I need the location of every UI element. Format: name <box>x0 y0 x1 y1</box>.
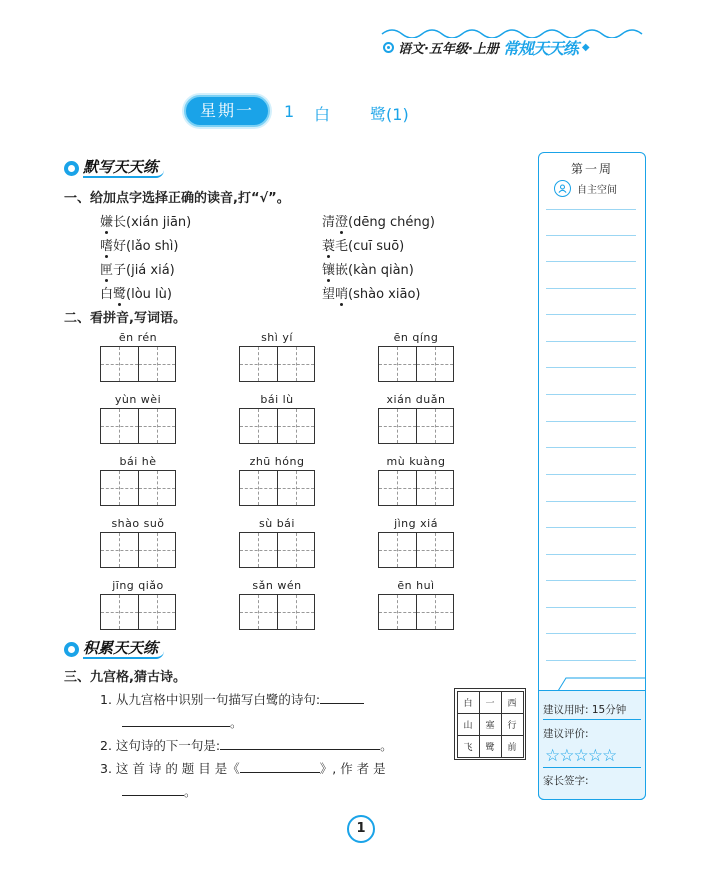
pinyin-label: bái hè <box>119 455 157 468</box>
writing-grid[interactable] <box>239 346 315 382</box>
series-circle-icon <box>383 42 394 53</box>
pinyin-label: jìng xiá <box>394 517 438 530</box>
series-header <box>383 36 590 59</box>
note-line <box>546 261 636 262</box>
page-number: 1 <box>347 815 375 843</box>
pinyin-label: sǎn wén <box>252 579 302 592</box>
lesson-title-b: 鹭(1) <box>370 105 409 124</box>
grid-char: 一 <box>479 691 502 714</box>
writing-grid[interactable] <box>239 408 315 444</box>
pinyin-choice-item[interactable]: 清澄(dēng chéng) <box>322 211 435 230</box>
writing-grid[interactable] <box>100 594 176 630</box>
self-space-header <box>554 180 617 197</box>
note-line <box>546 580 636 581</box>
pinyin-label: jīng qiǎo <box>112 579 164 592</box>
pinyin-choice-item[interactable]: 白鹭(lòu lù) <box>100 283 172 302</box>
suggested-evaluation: 建议评价: <box>543 728 589 740</box>
note-line <box>546 607 636 608</box>
question-2-prompt: 二、看拼音,写词语。 <box>64 311 186 326</box>
series-label: 语文·五年级·上册 <box>398 42 499 57</box>
answer-blank[interactable] <box>220 736 380 750</box>
day-badge: 星期一 <box>184 95 270 127</box>
pinyin-choice-item[interactable]: 蓑毛(cuī suō) <box>322 235 404 254</box>
answer-blank[interactable] <box>122 782 184 796</box>
note-line <box>546 367 636 368</box>
writing-grid[interactable] <box>100 470 176 506</box>
info-divider <box>543 767 641 768</box>
section-title-dictation <box>64 159 164 178</box>
pinyin-label: zhū hóng <box>249 455 305 468</box>
writing-grid[interactable] <box>239 594 315 630</box>
grid-char: 飞 <box>457 735 480 758</box>
writing-grid[interactable] <box>100 532 176 568</box>
pinyin-label: mù kuàng <box>386 455 446 468</box>
lesson-number: 1 <box>284 102 295 121</box>
note-line <box>546 394 636 395</box>
week-label: 第一周 <box>570 162 613 176</box>
question-3-prompt: 三、九宫格,猜古诗。 <box>64 670 186 685</box>
section-title-text: 默写天天练 <box>83 159 164 178</box>
pinyin-label: sù bái <box>259 517 295 530</box>
writing-grid[interactable] <box>100 346 176 382</box>
pinyin-choice-item[interactable]: 匣子(jiá xiá) <box>100 259 175 278</box>
grid-char: 西 <box>501 691 524 714</box>
note-line <box>546 633 636 634</box>
pinyin-choice-item[interactable]: 望哨(shào xiāo) <box>322 283 420 302</box>
writing-grid[interactable] <box>239 532 315 568</box>
writing-grid[interactable] <box>378 594 454 630</box>
grid-char: 白 <box>457 691 480 714</box>
note-line <box>546 447 636 448</box>
lesson-title <box>314 102 409 125</box>
pinyin-label: ēn rén <box>118 331 158 344</box>
writing-grid[interactable] <box>378 532 454 568</box>
writing-grid[interactable] <box>100 408 176 444</box>
pinyin-label: shì yí <box>261 331 293 344</box>
note-line <box>546 501 636 502</box>
grid-char: 行 <box>501 713 524 736</box>
section-title-accumulate <box>64 640 164 659</box>
writing-grid[interactable] <box>378 470 454 506</box>
pinyin-label: xián duǎn <box>386 393 446 406</box>
suggested-time: 建议用时: 15分钟 <box>543 704 627 716</box>
pinyin-choice-item[interactable]: 嗜好(lǎo shì) <box>100 235 178 254</box>
pinyin-label: yùn wèi <box>114 393 162 406</box>
lesson-title-a: 白 <box>314 105 331 124</box>
note-line <box>546 660 636 661</box>
diamond-icon: ◆ <box>581 42 590 53</box>
note-line <box>546 209 636 210</box>
grid-char: 塞 <box>479 713 502 736</box>
brand-name: 常规天天练 <box>502 39 578 58</box>
answer-blank[interactable] <box>320 690 364 704</box>
note-line <box>546 341 636 342</box>
note-line <box>546 474 636 475</box>
pinyin-choice-item[interactable]: 镶嵌(kàn qiàn) <box>322 259 414 278</box>
answer-blank[interactable] <box>240 759 320 773</box>
grid-char: 前 <box>501 735 524 758</box>
pinyin-label: ēn huì <box>397 579 435 592</box>
note-line <box>546 314 636 315</box>
info-divider <box>543 719 641 720</box>
answer-blank[interactable] <box>122 713 230 727</box>
note-line <box>546 527 636 528</box>
section-bullet-icon <box>64 642 79 657</box>
rating-stars[interactable]: ☆☆☆☆☆ <box>545 746 617 766</box>
pinyin-label: shào suǒ <box>111 517 165 530</box>
question-3-item-2: 2. 这句诗的下一句是: 。 <box>100 738 393 753</box>
question-3-item-3: 3. 这 首 诗 的 题 目 是《 》, 作 者 是 <box>100 761 386 776</box>
pinyin-label: ēn qíng <box>393 331 439 344</box>
writing-grid[interactable] <box>378 408 454 444</box>
question-3-item-1-continued: 。 <box>122 713 243 731</box>
note-line <box>546 288 636 289</box>
section-title-text: 积累天天练 <box>83 640 164 659</box>
note-line <box>546 554 636 555</box>
question-3-item-1: 1. 从九宫格中识别一句描写白鹭的诗句: <box>100 690 364 708</box>
self-space-label: 自主空间 <box>577 185 617 196</box>
person-icon <box>554 180 571 197</box>
grid-char: 鹭 <box>479 735 502 758</box>
writing-grid[interactable] <box>378 346 454 382</box>
pinyin-label: bái lù <box>260 393 294 406</box>
writing-grid[interactable] <box>239 470 315 506</box>
pinyin-choice-item[interactable]: 嫌长(xián jiān) <box>100 211 191 230</box>
note-line <box>546 235 636 236</box>
note-line <box>546 421 636 422</box>
parent-signature: 家长签字: <box>543 775 589 787</box>
question-1-prompt: 一、给加点字选择正确的读音,打“√”。 <box>64 191 290 206</box>
grid-char: 山 <box>457 713 480 736</box>
section-bullet-icon <box>64 161 79 176</box>
question-3-item-3-continued: 。 <box>122 782 197 800</box>
nine-square-grid <box>454 688 526 760</box>
